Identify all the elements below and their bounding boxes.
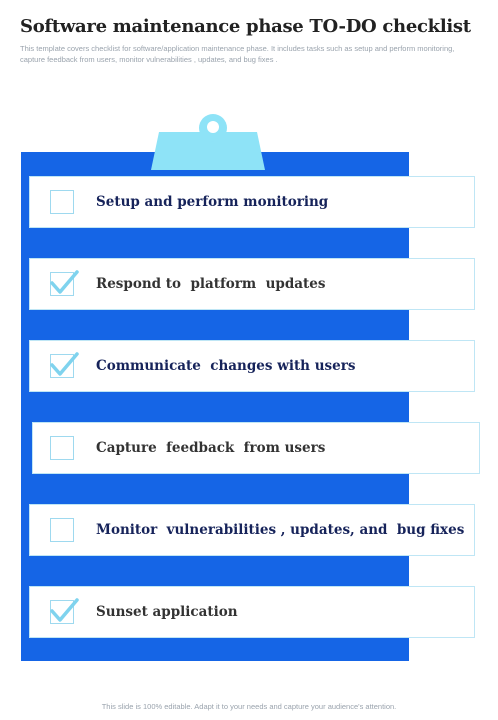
checklist-item-label: Monitor vulnerabilities , updates, and bug fixes	[96, 522, 465, 538]
checkmark-icon	[49, 595, 79, 625]
checkmark-icon	[49, 349, 79, 379]
checkmark-icon	[49, 267, 79, 297]
checkbox[interactable]	[50, 436, 74, 460]
checklist-item-label: Capture feedback from users	[96, 440, 326, 456]
checklist-item[interactable]	[29, 586, 475, 638]
checklist-item[interactable]	[29, 340, 475, 392]
checklist-item[interactable]	[29, 258, 475, 310]
clipboard-clip-icon	[143, 112, 273, 172]
checklist-item[interactable]	[29, 504, 475, 556]
page-subtitle: This template covers checklist for software/application maintenance phase. It includes tasks such as setup and perform monitoring, capture feedback from users, monitor vulnerabilities , updates, and bug fixes .	[20, 44, 455, 64]
checkbox[interactable]	[50, 600, 74, 624]
checkbox[interactable]	[50, 518, 74, 542]
footer-note: This slide is 100% editable. Adapt it to your needs and capture your audience's attention.	[101, 702, 397, 711]
checklist-item-label: Communicate changes with users	[96, 358, 356, 374]
checkbox[interactable]	[50, 190, 74, 214]
page-title: Software maintenance phase TO-DO checklist	[20, 16, 471, 37]
checklist-item[interactable]	[32, 422, 480, 474]
checkbox[interactable]	[50, 272, 74, 296]
checklist-item-label: Respond to platform updates	[96, 276, 326, 292]
checklist-item-label: Setup and perform monitoring	[96, 194, 329, 210]
checkbox[interactable]	[50, 354, 74, 378]
checklist-item[interactable]	[29, 176, 475, 228]
checklist-item-label: Sunset application	[96, 604, 238, 620]
